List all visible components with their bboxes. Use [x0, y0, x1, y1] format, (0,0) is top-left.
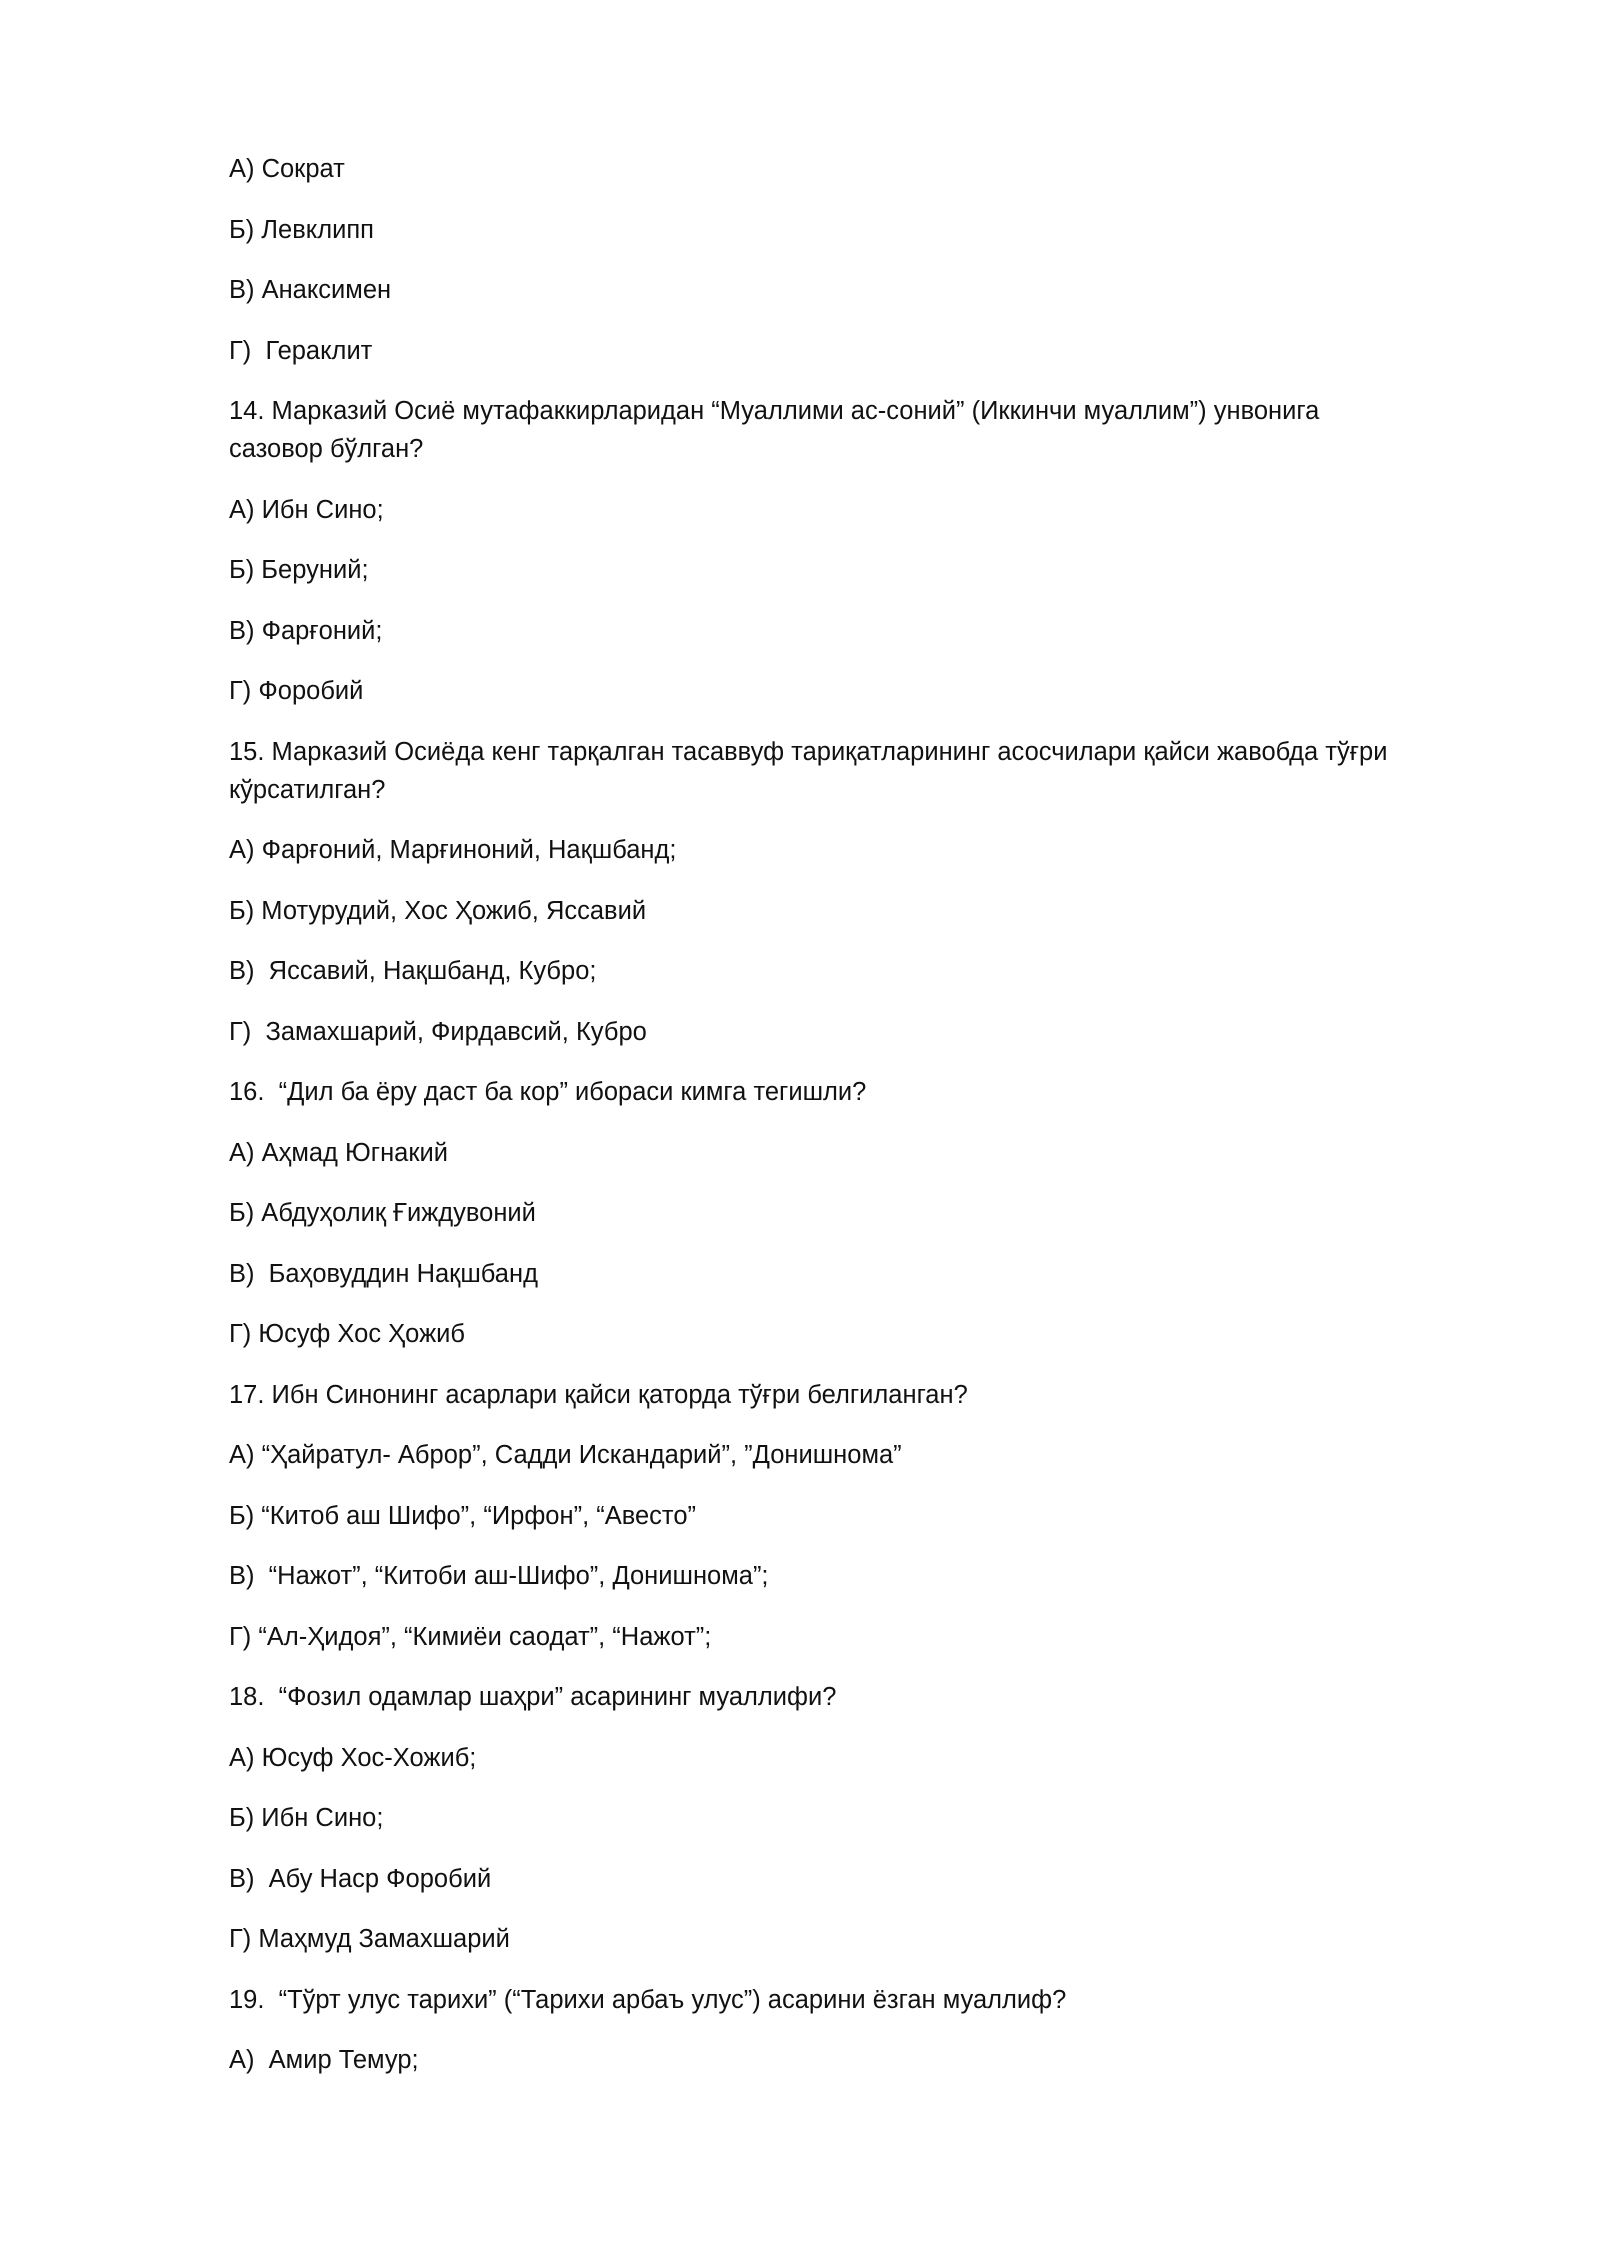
answer-option: В) Баҳовуддин Нақшбанд — [229, 1259, 538, 1288]
question-line: сазовор бўлган? — [229, 435, 424, 463]
question-line: 18. “Фозил одамлар шаҳри” асарининг муаллифи? — [229, 1683, 837, 1711]
question-line: 17. Ибн Синонинг асарлари қайси қаторда тўғри белгиланган? — [229, 1380, 968, 1409]
question-line: 14. Марказий Осиё мутафаккирларидан “Муаллими ас-соний” (Иккинчи муаллим”) унвонига — [229, 397, 1320, 425]
answer-option: Г) Замахшарий, Фирдавсий, Кубро — [229, 1017, 647, 1046]
answer-option: А) Фарғоний, Марғиноний, Нақшбанд; — [229, 836, 677, 864]
question-line: 19. “Тўрт улус тарихи” (“Тарихи арбаъ улус”) асарини ёзган муаллиф? — [229, 1985, 1067, 2014]
answer-option: А) Сократ — [229, 155, 345, 183]
answer-option: Б) “Китоб аш Шифо”, “Ирфон”, “Авесто” — [229, 1501, 696, 1530]
answer-option: Б) Ибн Сино; — [229, 1804, 384, 1832]
answer-option: Б) Беруний; — [229, 556, 369, 584]
question-line: 16. “Дил ба ёру даст ба кор” ибораси кимга тегишли? — [229, 1078, 867, 1106]
question-text — [229, 1678, 1479, 1716]
answer-option: А) Юсуф Хос-Хожиб; — [229, 1743, 477, 1772]
answer-option: Г) “Ал-Ҳидоя”, “Кимиёи саодат”, “Нажот”; — [229, 1622, 712, 1651]
answer-option: Б) Мотурудий, Хос Ҳожиб, Яссавий — [229, 896, 647, 925]
answer-option: Г) Форобий — [229, 677, 364, 705]
answer-option: Г) Гераклит — [229, 336, 373, 365]
answer-option: А) “Ҳайратул- Аброр”, Садди Искандарий”, ”Донишнома” — [229, 1441, 902, 1469]
answer-option: В) Фарғоний; — [229, 616, 383, 645]
question-line: 15. Марказий Осиёда кенг тарқалган тасаввуф тариқатларининг асосчилари қайси жавобда тўғри — [229, 737, 1388, 766]
question-text — [229, 1376, 1479, 1414]
answer-option: Б) Абдуҳолиқ Ғиждувоний — [229, 1199, 536, 1227]
answer-option: Б) Левклипп — [229, 215, 374, 244]
answer-option: В) Яссавий, Нақшбанд, Кубро; — [229, 957, 597, 985]
question-text — [229, 1981, 1479, 2019]
answer-option: А) Ибн Сино; — [229, 495, 384, 524]
answer-option: В) “Нажот”, “Китоби аш-Шифо”, Донишнома”; — [229, 1562, 769, 1590]
question-line: кўрсатилган? — [229, 775, 386, 804]
answer-option: Г) Юсуф Хос Ҳожиб — [229, 1320, 465, 1348]
answer-option: А) Аҳмад Югнакий — [229, 1138, 448, 1167]
answer-option: А) Амир Темур; — [229, 2046, 419, 2074]
question-text — [229, 392, 1479, 468]
question-text — [229, 1073, 1479, 1111]
question-text — [229, 733, 1479, 809]
quiz-content — [229, 150, 1479, 2102]
answer-option: В) Абу Наср Форобий — [229, 1864, 492, 1893]
answer-option: В) Анаксимен — [229, 276, 392, 304]
answer-option: Г) Маҳмуд Замахшарий — [229, 1925, 510, 1953]
